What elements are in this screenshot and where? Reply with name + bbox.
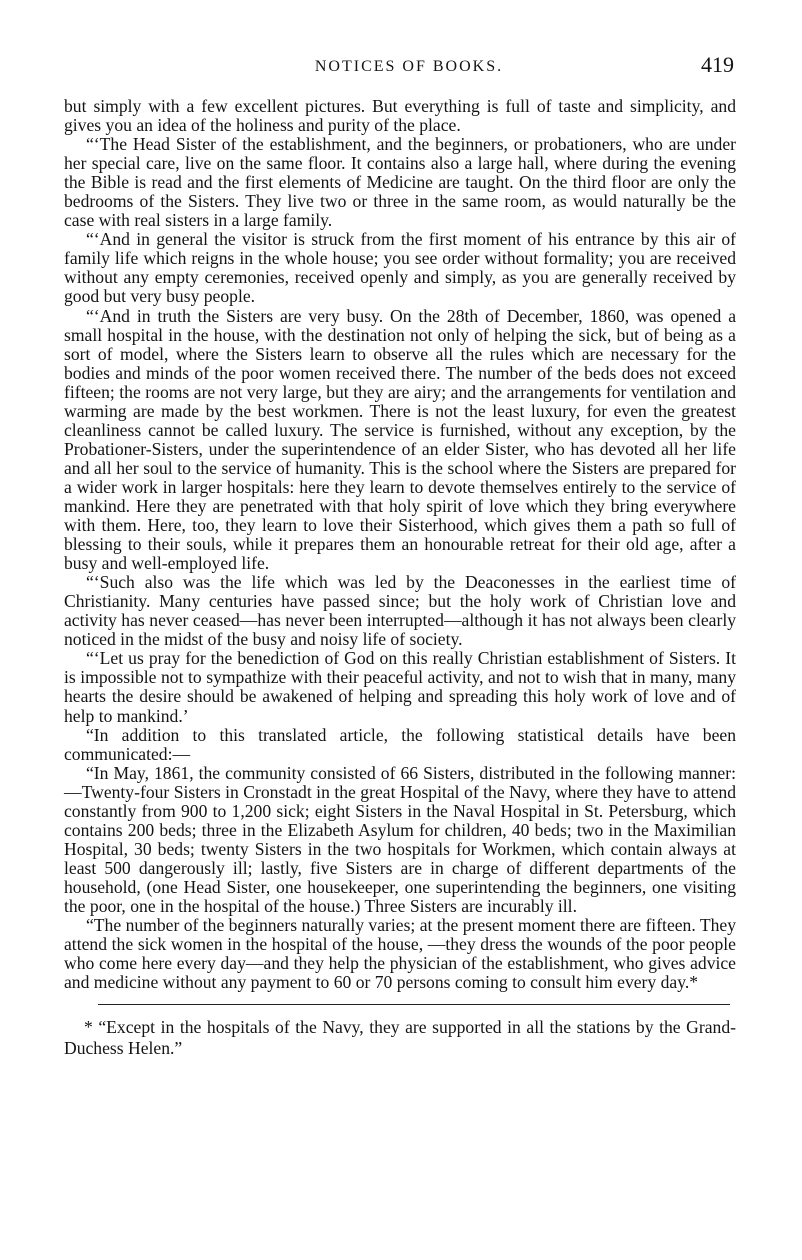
- footnote-text: * “Except in the hospitals of the Navy, they are supported in all the stations by the Grand-Duchess Helen.”: [64, 1017, 736, 1059]
- paragraph: “‘And in general the visitor is struck from the first moment of his entrance by this air of family life which reigns in the whole house; you see order without formality; you are received without any empty ceremonies, received openly and simply, as you are generally received by good but very busy people.: [64, 229, 736, 307]
- paragraph: “‘The Head Sister of the establishment, and the beginners, or probationers, who are under her special care, live on the same floor. It contains also a large hall, where during the evening the Bible is read and the first elements of Medicine are taught. On the third floor are only the bedrooms of the Sisters. They live two or three in the same room, as would naturally be the case with real sisters in a large family.: [64, 134, 736, 231]
- body-text: [64, 97, 736, 992]
- paragraph: “‘And in truth the Sisters are very busy. On the 28th of December, 1860, was opened a small hospital in the house, with the destination not only of helping the sick, but of being as a sort of model, where the Sisters learn to observe all the rules which are necessary for the bodies and minds of the poor women received there. The number of the beds does not exceed fifteen; the rooms are not very large, but they are airy; and the arrangements for ventilation and warming are made by the best workmen. There is not the least luxury, for even the greatest cleanliness cannot be called luxury. The service is furnished, without any exception, by the Probationer-Sisters, under the superintendence of an elder Sister, who has devoted all her life and all her soul to the service of humanity. This is the school where the Sisters are prepared for a wider work in larger hospitals: here they learn to devote themselves entirely to the service of mankind. Here they are penetrated with that holy spirit of love which they bring everywhere with them. Here, too, they learn to love their Sisterhood, which gives them a path so full of blessing to their souls, while it prepares them an honourable retreat for their old age, after a busy and well-employed life.: [64, 305, 736, 574]
- running-head-title: NOTICES OF BOOKS.: [314, 58, 504, 75]
- paragraph: “In May, 1861, the community consisted of 66 Sisters, distributed in the following manner:—Twenty-four Sisters in Cronstadt in the great Hospital of the Navy, where they have to attend constantly from 900 to 1,200 sick; eight Sisters in the Naval Hospital in St. Petersburg, which contains 200 beds; three in the Elizabeth Asylum for children, 40 beds; two in the Maximilian Hospital, 30 beds; twenty Sisters in the two hospitals for Workmen, which contain always at least 500 dangerously ill; lastly, five Sisters are in charge of different departments of the household, (one Head Sister, one housekeeper, one superintending the beginners, one visiting the poor, one in the hospital of the house.) Three Sisters are incurably ill.: [64, 762, 736, 916]
- paragraph: but simply with a few excellent pictures. But everything is full of taste and simplicity, and gives you an idea of the holiness and purity of the place.: [64, 96, 736, 136]
- paragraph: “‘Let us pray for the benediction of God on this really Christian establishment of Sisters. It is impossible not to sympathize with their peaceful activity, and not to wish that in many, many hearts the desire should be awakened of helping and spreading this holy work of love and of help to mankind.’: [64, 648, 736, 726]
- running-head: [64, 52, 736, 86]
- page-number: 419: [701, 52, 734, 77]
- paragraph: “The number of the beginners naturally varies; at the present moment there are fifteen. They attend the sick women in the hospital of the house, —they dress the wounds of the poor people who come here every day—and they help the physician of the establishment, who gives advice and medicine without any payment to 60 or 70 persons coming to consult him every day.*: [64, 915, 736, 993]
- footnote: [64, 1017, 736, 1059]
- paragraph: “‘Such also was the life which was led by the Deaconesses in the earliest time of Christianity. Many centuries have passed since; but the holy work of Christian love and activity has never ceased—has never been interrupted—although it has not always been clearly noticed in the midst of the busy and noisy life of society.: [64, 572, 736, 650]
- footnote-divider: [98, 1004, 730, 1005]
- paragraph: “In addition to this translated article, the following statistical details have been communicated:—: [64, 724, 736, 764]
